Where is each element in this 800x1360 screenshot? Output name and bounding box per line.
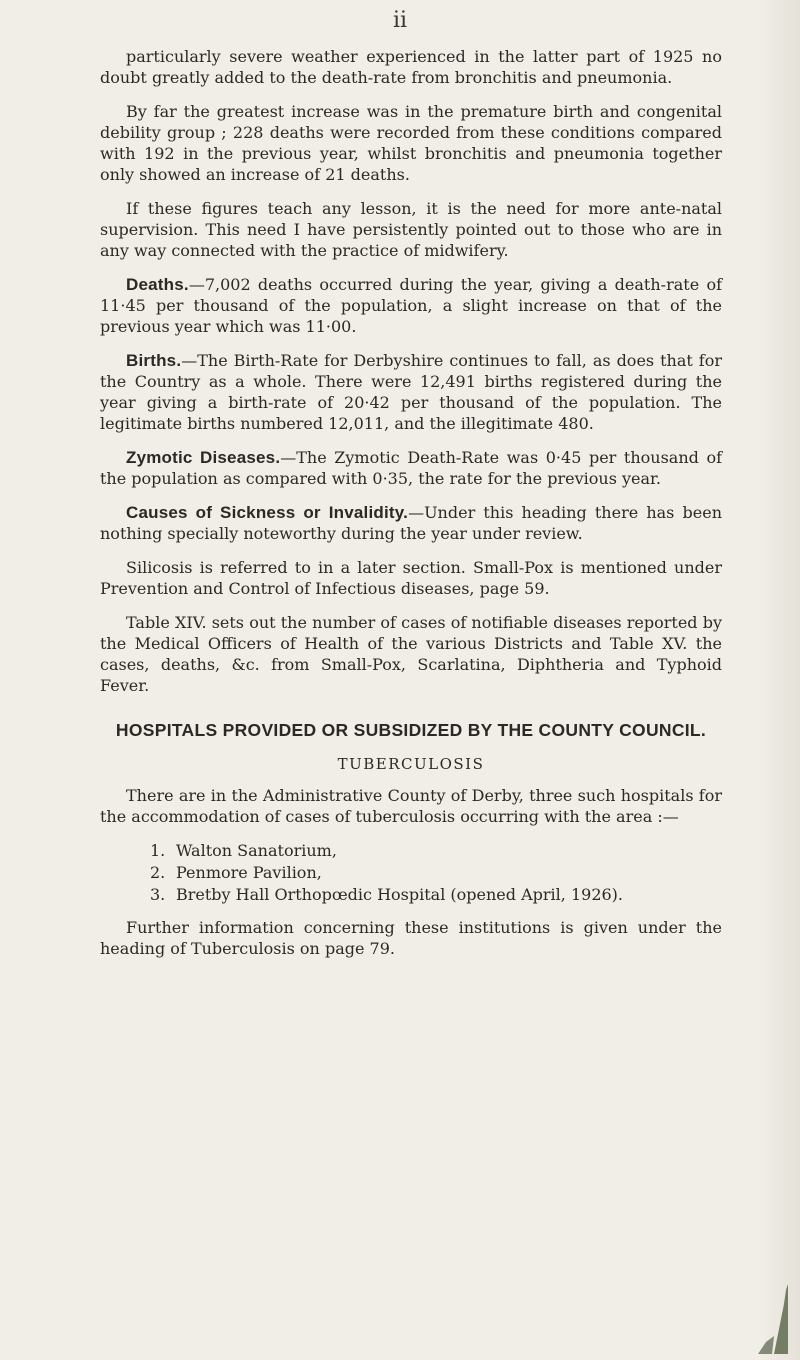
- text-births: —The Birth-Rate for Derbyshire continues to fall, as does that for the Country as a whole. There were 12,491 births registered during the year giving a birth-rate of 20·42 per thousand of the population. The legitimate births numbered 12,011, and the illegitimate 480.: [100, 351, 722, 433]
- text-deaths: —7,002 deaths occurred during the year, giving a death-rate of 11·45 per thousand of the population, a slight increase on that of the previous year which was 11·00.: [100, 275, 722, 336]
- paragraph-births: [100, 350, 722, 434]
- heading-sickness: Causes of Sickness or Invalidity.: [126, 503, 409, 522]
- list-item: [150, 884, 722, 905]
- paragraph-increase: By far the greatest increase was in the premature birth and congenital debility group ; 228 deaths were recorded from these conditions compared with 192 in the previous year, whilst bronchitis and pneumonia together only showed an increase of 21 deaths.: [100, 102, 722, 184]
- list-item-text: Bretby Hall Orthopœdic Hospital (opened April, 1926).: [176, 885, 623, 904]
- paragraph-tables: Table XIV. sets out the number of cases of notifiable diseases reported by the Medical Officers of Health of the various Districts and Table XV. the cases, deaths, &c. from Small-Pox, Scarlatina, Diphtheria and Typhoid Fever.: [100, 613, 722, 695]
- list-item-number: 1.: [150, 841, 166, 860]
- torn-corner-mark: [744, 1284, 788, 1354]
- list-item-text: Walton Sanatorium,: [176, 841, 337, 860]
- text-zymotic: —The Zymotic Death-Rate was 0·45 per thousand of the population as compared with 0·35, the rate for the previous year.: [100, 448, 722, 488]
- page-number: ii: [392, 8, 408, 33]
- paragraph-hospitals-intro: There are in the Administrative County of Derby, three such hospitals for the accommodation of cases of tuberculosis occurring with the area :—: [100, 786, 722, 826]
- list-item: [150, 840, 722, 861]
- text-sickness: —Under this heading there has been nothing specially noteworthy during the year under review.: [100, 503, 722, 543]
- list-item-number: 2.: [150, 863, 166, 882]
- list-item: [150, 862, 722, 883]
- heading-deaths: Deaths.: [126, 275, 189, 294]
- paragraph-zymotic: [100, 447, 722, 489]
- hospital-list: [100, 840, 722, 905]
- paragraph-silicosis: Silicosis is referred to in a later section. Small-Pox is mentioned under Prevention and Control of Infectious diseases, page 59.: [100, 558, 722, 598]
- body-text: [100, 46, 722, 972]
- list-item-text: Penmore Pavilion,: [176, 863, 322, 882]
- page-edge-shadow: [760, 0, 800, 1360]
- paragraph-further-info: Further information concerning these institutions is given under the heading of Tuberculosis on page 79.: [100, 918, 722, 958]
- heading-zymotic: Zymotic Diseases.: [126, 448, 281, 467]
- heading-births: Births.: [126, 351, 182, 370]
- list-item-number: 3.: [150, 885, 166, 904]
- section-heading: HOSPITALS PROVIDED OR SUBSIDIZED BY THE COUNTY COUNCIL.: [115, 720, 707, 740]
- section-subheading: TUBERCULOSIS: [337, 755, 485, 773]
- paragraph-weather: particularly severe weather experienced in the latter part of 1925 no doubt greatly added to the death-rate from bronchitis and pneumonia.: [100, 47, 722, 87]
- paragraph-deaths: [100, 274, 722, 337]
- paragraph-lesson: If these figures teach any lesson, it is the need for more ante-natal supervision. This need I have persistently pointed out to those who are in any way connected with the practice of midwifery.: [100, 199, 722, 260]
- paragraph-sickness: [100, 502, 722, 544]
